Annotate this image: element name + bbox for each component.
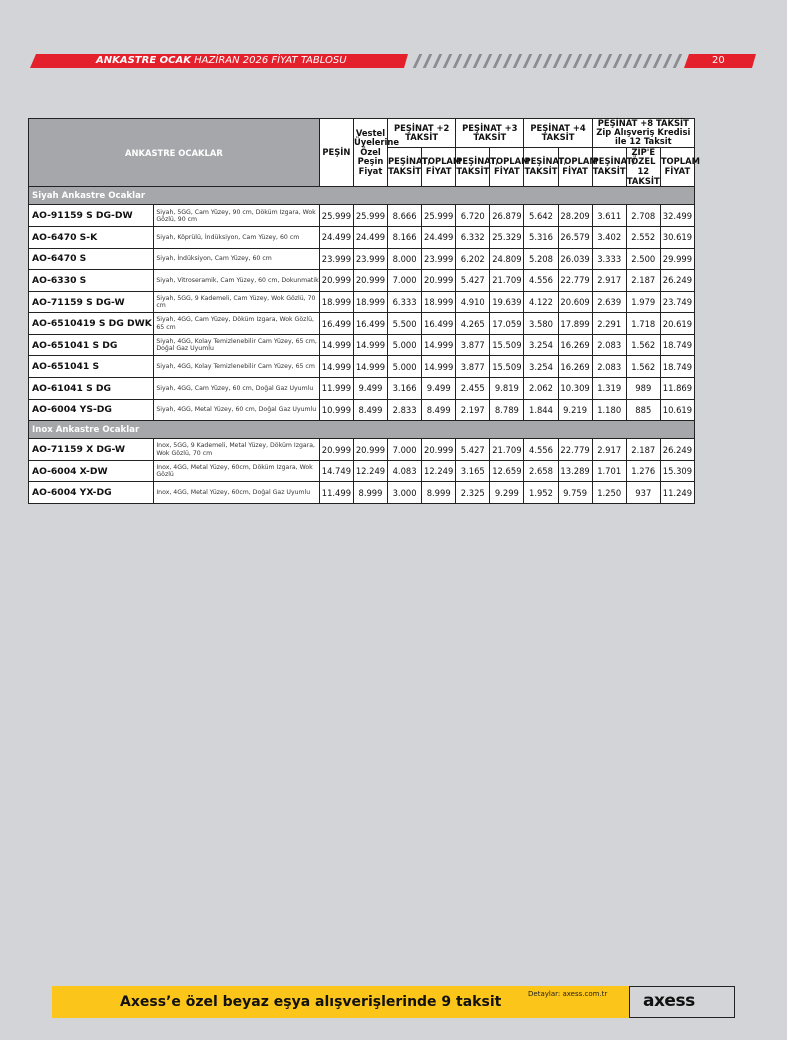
price-cell: 21.709: [490, 270, 524, 292]
price-cell: 8.000: [388, 248, 422, 270]
product-code: AO-6004 X-DW: [29, 460, 154, 482]
header-toplam-fiyat: TOPLAM FİYAT: [490, 147, 524, 187]
price-cell: 2.639: [592, 291, 626, 313]
banner-stripe: [643, 54, 653, 68]
price-cell: 14.749: [319, 460, 353, 482]
price-cell: 25.999: [319, 205, 353, 227]
banner-title-bold: ANKASTRE OCAK: [96, 55, 191, 66]
price-cell: 23.749: [660, 291, 694, 313]
banner-stripe: [433, 54, 443, 68]
price-cell: 9.219: [558, 399, 592, 421]
price-cell: 20.999: [422, 439, 456, 461]
price-cell: 2.833: [388, 399, 422, 421]
price-cell: 4.122: [524, 291, 558, 313]
table-row: [29, 291, 695, 313]
price-cell: 19.639: [490, 291, 524, 313]
table-row: [29, 356, 695, 378]
price-cell: 2.083: [592, 356, 626, 378]
price-cell: 21.709: [490, 439, 524, 461]
table-row: [29, 205, 695, 227]
header-pesinat-taksit: PEŞİNAT/ TAKSİT: [592, 147, 626, 187]
price-cell: 9.299: [490, 482, 524, 504]
table-title: ANKASTRE OCAKLAR: [29, 119, 320, 187]
price-cell: 8.999: [422, 482, 456, 504]
price-cell: 4.083: [388, 460, 422, 482]
price-cell: 9.499: [422, 378, 456, 400]
product-code: AO-6004 YX-DG: [29, 482, 154, 504]
price-cell: 23.999: [353, 248, 387, 270]
price-cell: 15.509: [490, 356, 524, 378]
price-cell: 2.658: [524, 460, 558, 482]
product-description: Siyah, 4GG, Kolay Temizlenebilir Cam Yüzey, 65 cm: [154, 356, 319, 378]
price-cell: 23.999: [319, 248, 353, 270]
banner-stripe: [443, 54, 453, 68]
header-banner: [0, 54, 787, 68]
price-cell: 1.718: [626, 313, 660, 335]
price-table: [28, 118, 700, 504]
banner-stripe: [493, 54, 503, 68]
price-cell: 24.499: [319, 226, 353, 248]
product-description: Siyah, 4GG, Cam Yüzey, 60 cm, Doğal Gaz Uyumlu: [154, 378, 319, 400]
table-row: [29, 270, 695, 292]
price-cell: 2.455: [456, 378, 490, 400]
price-cell: 20.999: [319, 439, 353, 461]
product-code: AO-71159 S DG-W: [29, 291, 154, 313]
price-cell: 16.269: [558, 356, 592, 378]
price-cell: 25.999: [353, 205, 387, 227]
price-cell: 4.265: [456, 313, 490, 335]
price-cell: 3.333: [592, 248, 626, 270]
price-cell: 11.499: [319, 482, 353, 504]
price-cell: 5.500: [388, 313, 422, 335]
price-cell: 8.166: [388, 226, 422, 248]
price-cell: 6.333: [388, 291, 422, 313]
table-row: [29, 399, 695, 421]
price-cell: 9.759: [558, 482, 592, 504]
product-description: Inox, 4GG, Metal Yüzey, 60cm, Doğal Gaz Uyumlu: [154, 482, 319, 504]
price-cell: 1.952: [524, 482, 558, 504]
price-cell: 26.249: [660, 439, 694, 461]
price-cell: 9.499: [353, 378, 387, 400]
banner-stripe: [573, 54, 583, 68]
price-cell: 18.999: [353, 291, 387, 313]
price-cell: 10.999: [319, 399, 353, 421]
price-cell: 20.999: [353, 439, 387, 461]
product-description: Siyah, 5GG, 9 Kademeli, Cam Yüzey, Wok Gözlü, 70 cm: [154, 291, 319, 313]
price-cell: 5.427: [456, 270, 490, 292]
banner-stripe: [623, 54, 633, 68]
footer-detail-link[interactable]: Detaylar: axess.com.tr: [528, 990, 608, 998]
banner-title-rest: HAZİRAN 2026 FİYAT TABLOSU: [194, 55, 347, 66]
price-cell: 3.580: [524, 313, 558, 335]
banner-stripe: [473, 54, 483, 68]
price-cell: 24.809: [490, 248, 524, 270]
banner-stripe: [553, 54, 563, 68]
price-cell: 29.999: [660, 248, 694, 270]
price-cell: 16.499: [422, 313, 456, 335]
product-description: Siyah, Vitroseramik, Cam Yüzey, 60 cm, Dokunmatik: [154, 270, 319, 292]
header-pesinat-taksit: PEŞİNAT/ TAKSİT: [524, 147, 558, 187]
price-cell: 12.249: [353, 460, 387, 482]
price-cell: 5.000: [388, 356, 422, 378]
price-cell: 26.579: [558, 226, 592, 248]
table-row: [29, 378, 695, 400]
header-group-2: PEŞİNAT +2 TAKSİT: [388, 119, 456, 148]
price-cell: 18.749: [660, 334, 694, 356]
product-description: Inox, 5GG, 9 Kademeli, Metal Yüzey, Döküm Izgara, Wok Gözlü, 70 cm: [154, 439, 319, 461]
section-title: Siyah Ankastre Ocaklar: [29, 187, 695, 205]
product-code: AO-6330 S: [29, 270, 154, 292]
table-row: [29, 248, 695, 270]
banner-stripe: [563, 54, 573, 68]
product-code: AO-651041 S DG: [29, 334, 154, 356]
price-cell: 8.999: [353, 482, 387, 504]
price-cell: 8.789: [490, 399, 524, 421]
price-cell: 25.999: [422, 205, 456, 227]
price-cell: 1.979: [626, 291, 660, 313]
price-cell: 1.562: [626, 356, 660, 378]
price-cell: 14.999: [353, 334, 387, 356]
price-cell: 26.039: [558, 248, 592, 270]
price-cell: 20.609: [558, 291, 592, 313]
price-cell: 1.319: [592, 378, 626, 400]
price-cell: 11.249: [660, 482, 694, 504]
price-cell: 3.165: [456, 460, 490, 482]
banner-stripe: [653, 54, 663, 68]
price-cell: 5.208: [524, 248, 558, 270]
price-cell: 14.999: [319, 334, 353, 356]
product-code: AO-91159 S DG-DW: [29, 205, 154, 227]
banner-stripe: [543, 54, 553, 68]
price-cell: 15.309: [660, 460, 694, 482]
product-description: Siyah, 4GG, Cam Yüzey, Döküm Izgara, Wok Gözlü, 65 cm: [154, 313, 319, 335]
price-cell: 2.197: [456, 399, 490, 421]
price-cell: 2.062: [524, 378, 558, 400]
price-cell: 4.556: [524, 439, 558, 461]
price-cell: 10.619: [660, 399, 694, 421]
price-cell: 12.659: [490, 460, 524, 482]
price-cell: 17.899: [558, 313, 592, 335]
product-code: AO-6470 S-K: [29, 226, 154, 248]
price-cell: 14.999: [353, 356, 387, 378]
price-cell: 14.999: [422, 334, 456, 356]
price-cell: 7.000: [388, 439, 422, 461]
banner-stripe: [453, 54, 463, 68]
price-cell: 26.879: [490, 205, 524, 227]
price-cell: 18.749: [660, 356, 694, 378]
section-row: [29, 421, 695, 439]
price-cell: 3.611: [592, 205, 626, 227]
header-group-3: PEŞİNAT +3 TAKSİT: [456, 119, 524, 148]
price-cell: 8.499: [353, 399, 387, 421]
price-cell: 2.917: [592, 270, 626, 292]
price-cell: 11.999: [319, 378, 353, 400]
product-code: AO-6470 S: [29, 248, 154, 270]
section-row: [29, 187, 695, 205]
banner-stripe: [413, 54, 423, 68]
header-toplam-fiyat: TOPLAM FİYAT: [558, 147, 592, 187]
header-toplam-fiyat: TOPLAM FİYAT: [660, 147, 694, 187]
product-code: AO-6510419 S DG DWK: [29, 313, 154, 335]
price-cell: 20.999: [319, 270, 353, 292]
price-cell: 18.999: [422, 291, 456, 313]
price-cell: 17.059: [490, 313, 524, 335]
price-cell: 22.779: [558, 270, 592, 292]
price-cell: 2.708: [626, 205, 660, 227]
price-cell: 1.562: [626, 334, 660, 356]
header-pesinat-taksit: PEŞİNAT/ TAKSİT: [456, 147, 490, 187]
product-description: Siyah, 4GG, Kolay Temizlenebilir Cam Yüzey, 65 cm, Doğal Gaz Uyumlu: [154, 334, 319, 356]
price-cell: 1.701: [592, 460, 626, 482]
section-title: Inox Ankastre Ocaklar: [29, 421, 695, 439]
price-cell: 2.187: [626, 439, 660, 461]
price-cell: 18.999: [319, 291, 353, 313]
price-cell: 2.083: [592, 334, 626, 356]
price-cell: 1.844: [524, 399, 558, 421]
banner-stripe: [423, 54, 433, 68]
price-cell: 885: [626, 399, 660, 421]
price-cell: 8.666: [388, 205, 422, 227]
price-cell: 2.500: [626, 248, 660, 270]
price-cell: 20.619: [660, 313, 694, 335]
price-cell: 2.325: [456, 482, 490, 504]
footer-promo-text: Axess’e özel beyaz eşya alışverişlerinde 9 taksit: [120, 994, 502, 1010]
banner-stripe: [663, 54, 673, 68]
price-cell: 20.999: [422, 270, 456, 292]
table-row: [29, 439, 695, 461]
price-cell: 20.999: [353, 270, 387, 292]
price-cell: 25.329: [490, 226, 524, 248]
price-cell: 15.509: [490, 334, 524, 356]
price-cell: 16.499: [353, 313, 387, 335]
banner-stripe: [633, 54, 643, 68]
price-cell: 989: [626, 378, 660, 400]
price-cell: 6.332: [456, 226, 490, 248]
price-cell: 24.499: [353, 226, 387, 248]
price-cell: 14.999: [319, 356, 353, 378]
header-pesinat-taksit: PEŞİNAT/ TAKSİT: [388, 147, 422, 187]
header-group-4: PEŞİNAT +4 TAKSİT: [524, 119, 592, 148]
product-description: Siyah, 4GG, Metal Yüzey, 60 cm, Doğal Gaz Uyumlu: [154, 399, 319, 421]
banner-stripe: [613, 54, 623, 68]
price-cell: 5.427: [456, 439, 490, 461]
price-cell: 11.869: [660, 378, 694, 400]
price-cell: 28.209: [558, 205, 592, 227]
product-description: Inox, 4GG, Metal Yüzey, 60cm, Döküm Izgara, Wok Gözlü: [154, 460, 319, 482]
banner-stripe: [523, 54, 533, 68]
banner-stripe: [533, 54, 543, 68]
price-cell: 12.249: [422, 460, 456, 482]
banner-stripe: [483, 54, 493, 68]
table-row: [29, 482, 695, 504]
page-number: 20: [712, 55, 725, 66]
product-code: AO-71159 X DG-W: [29, 439, 154, 461]
price-cell: 13.289: [558, 460, 592, 482]
table-row: [29, 334, 695, 356]
product-description: Siyah, İndüksiyon, Cam Yüzey, 60 cm: [154, 248, 319, 270]
price-cell: 2.291: [592, 313, 626, 335]
price-cell: 14.999: [422, 356, 456, 378]
price-cell: 1.180: [592, 399, 626, 421]
header-pesin: PEŞİN: [319, 119, 353, 187]
price-cell: 3.877: [456, 356, 490, 378]
price-cell: 1.250: [592, 482, 626, 504]
banner-stripe: [463, 54, 473, 68]
price-cell: 5.000: [388, 334, 422, 356]
price-cell: 1.276: [626, 460, 660, 482]
price-cell: 5.316: [524, 226, 558, 248]
table-row: [29, 226, 695, 248]
banner-stripe: [673, 54, 682, 68]
header-group-8: PEŞİNAT +8 TAKSİT Zip Alışveriş Kredisi ile 12 Taksit: [592, 119, 694, 148]
product-code: AO-61041 S DG: [29, 378, 154, 400]
header-toplam-fiyat: TOPLAM FİYAT: [422, 147, 456, 187]
price-cell: 23.999: [422, 248, 456, 270]
price-cell: 2.917: [592, 439, 626, 461]
price-cell: 2.552: [626, 226, 660, 248]
price-cell: 7.000: [388, 270, 422, 292]
price-cell: 6.720: [456, 205, 490, 227]
banner-stripes: [412, 54, 682, 68]
banner-stripe: [603, 54, 613, 68]
price-cell: 30.619: [660, 226, 694, 248]
axess-logo: axess: [643, 991, 695, 1011]
table-row: [29, 313, 695, 335]
product-code: AO-6004 YS-DG: [29, 399, 154, 421]
price-cell: 3.402: [592, 226, 626, 248]
price-cell: 10.309: [558, 378, 592, 400]
price-cell: 16.269: [558, 334, 592, 356]
price-cell: 2.187: [626, 270, 660, 292]
product-description: Siyah, 5GG, Cam Yüzey, 90 cm, Döküm Izgara, Wok Gözlü, 90 cm: [154, 205, 319, 227]
price-cell: 3.877: [456, 334, 490, 356]
banner-stripe: [583, 54, 593, 68]
header-zip-12-taksit: ZİP'E ÖZEL 12 TAKSİT: [626, 146, 660, 186]
price-cell: 3.254: [524, 334, 558, 356]
price-cell: 6.202: [456, 248, 490, 270]
price-cell: 32.499: [660, 205, 694, 227]
product-description: Siyah, Köprülü, İndüksiyon, Cam Yüzey, 60 cm: [154, 226, 319, 248]
price-cell: 9.819: [490, 378, 524, 400]
price-cell: 4.910: [456, 291, 490, 313]
header-vestel-price: Vestel Üyelerine Özel Peşin Fiyat: [353, 119, 387, 187]
price-cell: 5.642: [524, 205, 558, 227]
banner-title: [96, 54, 347, 68]
banner-stripe: [513, 54, 523, 68]
banner-stripe: [503, 54, 513, 68]
product-code: AO-651041 S: [29, 356, 154, 378]
price-cell: 3.254: [524, 356, 558, 378]
table-row: [29, 460, 695, 482]
price-cell: 16.499: [319, 313, 353, 335]
table-body: [29, 187, 695, 504]
price-cell: 22.779: [558, 439, 592, 461]
banner-stripe: [593, 54, 603, 68]
price-cell: 8.499: [422, 399, 456, 421]
price-cell: 4.556: [524, 270, 558, 292]
price-cell: 24.499: [422, 226, 456, 248]
price-cell: 937: [626, 482, 660, 504]
price-cell: 3.000: [388, 482, 422, 504]
price-cell: 3.166: [388, 378, 422, 400]
price-cell: 26.249: [660, 270, 694, 292]
